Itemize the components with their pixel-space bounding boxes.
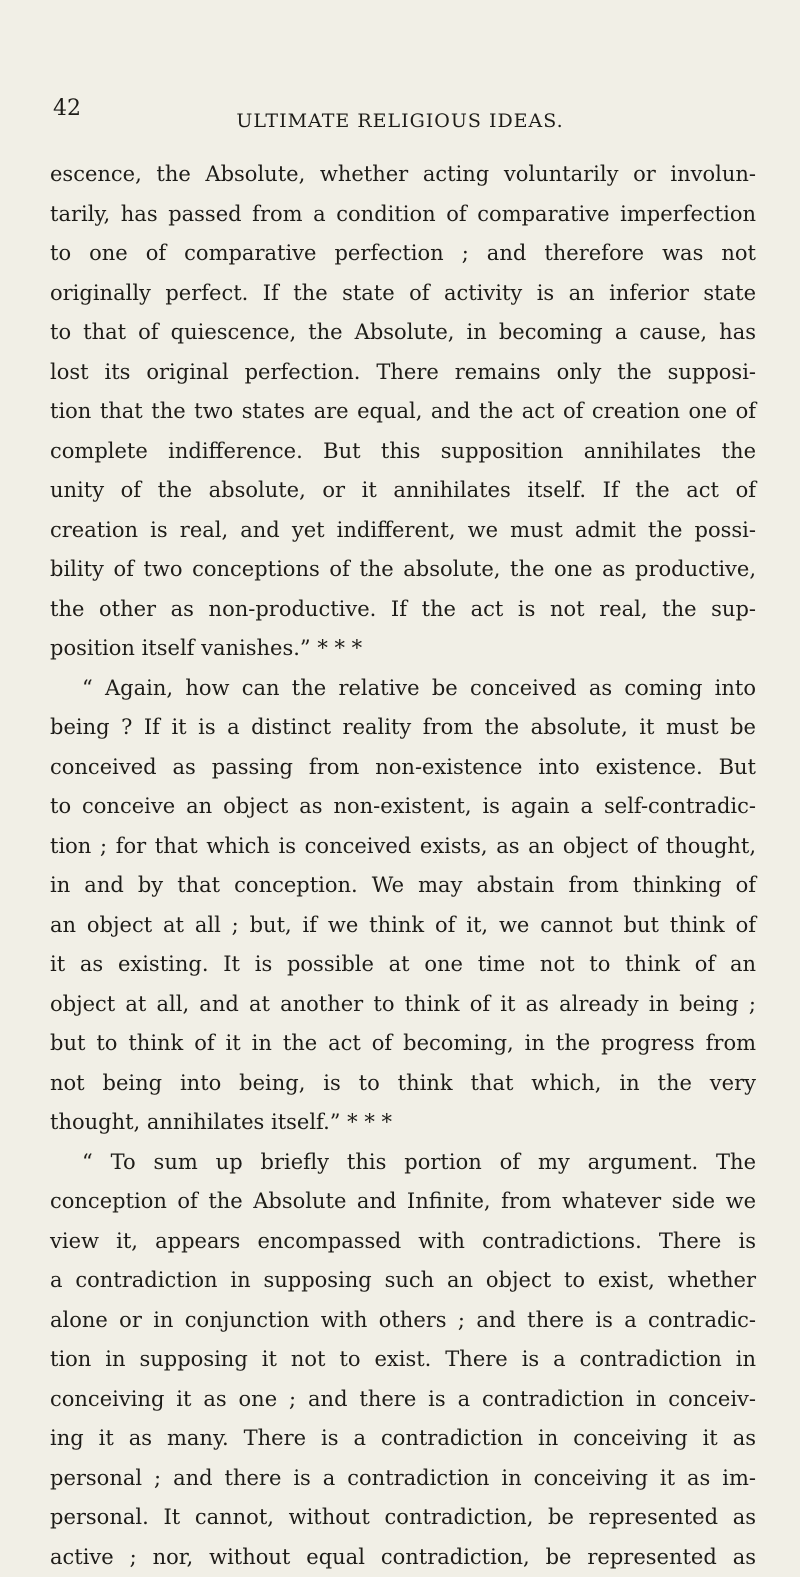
text-line: tion ; for that which is conceived exists, as an object of thought,: [50, 827, 756, 867]
text-line: tion that the two states are equal, and the act of creation one of: [50, 392, 756, 432]
text-line: originally perfect. If the state of activity is an inferior state: [50, 274, 756, 314]
text-line: “ Again, how can the relative be conceived as coming into: [50, 669, 756, 709]
text-line: conceived as passing from non-existence into existence. But: [50, 748, 756, 788]
text-line: active ; nor, without equal contradiction, be represented as: [50, 1538, 756, 1577]
page-number: 42: [53, 96, 81, 121]
text-line: the other as non-productive. If the act is not real, the sup-: [50, 590, 756, 630]
text-line: to conceive an object as non-existent, is again a self-contradic-: [50, 787, 756, 827]
text-line: personal ; and there is a contradiction in conceiving it as im-: [50, 1459, 756, 1499]
text-line: bility of two conceptions of the absolute, the one as productive,: [50, 550, 756, 590]
text-line: it as existing. It is possible at one time not to think of an: [50, 945, 756, 985]
text-line: lost its original perfection. There remains only the supposi-: [50, 353, 756, 393]
text-line: to that of quiescence, the Absolute, in becoming a cause, has: [50, 313, 756, 353]
text-line: “ To sum up briefly this portion of my argument. The: [50, 1143, 756, 1183]
text-line: not being into being, is to think that which, in the very: [50, 1064, 756, 1104]
text-line: position itself vanishes.” * * *: [50, 629, 756, 669]
running-head: ULTIMATE RELIGIOUS IDEAS.: [0, 110, 800, 132]
text-line: an object at all ; but, if we think of it, we cannot but think of: [50, 906, 756, 946]
text-line: ing it as many. There is a contradiction in conceiving it as: [50, 1419, 756, 1459]
text-line: thought, annihilates itself.” * * *: [50, 1103, 756, 1143]
text-line: conceiving it as one ; and there is a contradiction in conceiv-: [50, 1380, 756, 1420]
text-line: to one of comparative perfection ; and therefore was not: [50, 234, 756, 274]
text-line: conception of the Absolute and Infinite, from whatever side we: [50, 1182, 756, 1222]
text-line: tarily, has passed from a condition of comparative imperfection: [50, 195, 756, 235]
text-line: being ? If it is a distinct reality from the absolute, it must be: [50, 708, 756, 748]
text-line: personal. It cannot, without contradiction, be represented as: [50, 1498, 756, 1538]
text-line: tion in supposing it not to exist. There is a contradiction in: [50, 1340, 756, 1380]
text-line: complete indifference. But this supposition annihilates the: [50, 432, 756, 472]
text-line: a contradiction in supposing such an object to exist, whether: [50, 1261, 756, 1301]
text-line: unity of the absolute, or it annihilates itself. If the act of: [50, 471, 756, 511]
text-line: but to think of it in the act of becoming, in the progress from: [50, 1024, 756, 1064]
text-line: object at all, and at another to think of it as already in being ;: [50, 985, 756, 1025]
text-line: escence, the Absolute, whether acting voluntarily or involun-: [50, 155, 756, 195]
body-text: [50, 155, 756, 1577]
text-line: creation is real, and yet indifferent, we must admit the possi-: [50, 511, 756, 551]
text-line: view it, appears encompassed with contradictions. There is: [50, 1222, 756, 1262]
text-line: in and by that conception. We may abstain from thinking of: [50, 866, 756, 906]
text-line: alone or in conjunction with others ; and there is a contradic-: [50, 1301, 756, 1341]
